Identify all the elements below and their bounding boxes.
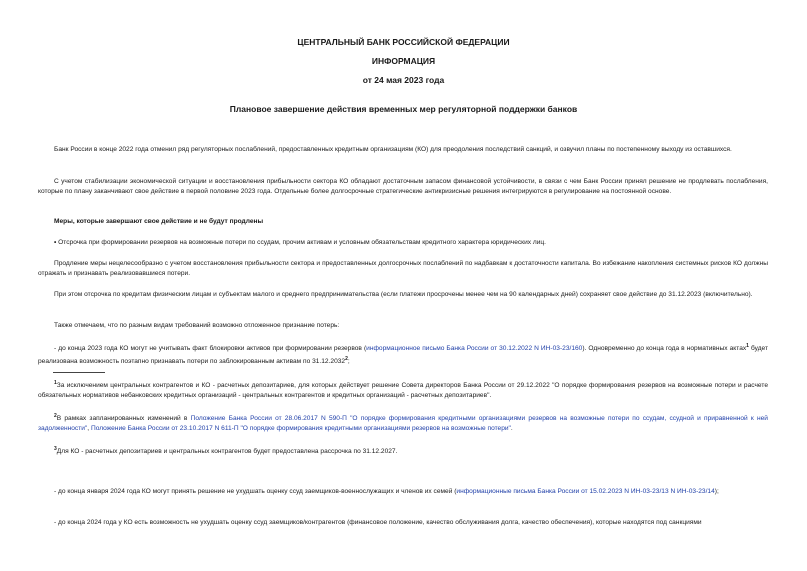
footnote-mark: 2: [54, 413, 57, 419]
footnote-mark: 3: [54, 446, 57, 452]
footnote-1: $^1$За исключением центральных контрагентов и КО - расчетных депозитариев, для которых действует решение Совета директоров Банка России от 29.12.2022 "О порядке формирования резервов на возможные потери и расчете обязательных нормативов небанковских кредитных организаций - центральных контрагентов и кредитных организаций - расчетных депозитариев".: [38, 380, 768, 400]
info-letters-link[interactable]: информационные письма Банка России от 15.02.2023 N ИН-03-23/13 N ИН-03-23/14: [456, 488, 715, 495]
document-type: ИНФОРМАЦИЯ: [371, 56, 436, 66]
bullet-icon: •: [54, 239, 57, 246]
regulation-611p-link[interactable]: Положение Банка России от 23.10.2017 N 611-П "О порядке формирования кредитными организациями резервов на возможные потери": [90, 425, 511, 433]
bullet-text: Отсрочка при формировании резервов на возможные потери по ссудам, прочим активам и условным обязательствам кредитного характера юридических лиц.: [58, 239, 547, 246]
document-title: Плановое завершение действия временных мер регуляторной поддержки банков: [229, 104, 578, 114]
paragraph-deferral: При этом отсрочка по кредитам физическим лицам и субъектам малого и среднего предпринимательства (если платежи просрочены менее чем на 90 календарных дней) сохраняет свое действие до 31.12.2023 (включительно).: [54, 291, 753, 298]
section-heading: Меры, которые завершают свое действие и не будут продлены: [54, 218, 264, 225]
footnote-ref-1[interactable]: 1: [746, 343, 749, 349]
paragraph-prolongation: Продление меры нецелесообразно с учетом восстановления прибыльности сектора и предоставленных долгосрочных послаблений по надбавкам к достаточности капитала. Во избежание накопления системных рисков КО должны отражать и признавать реализовавшиеся потери.: [38, 260, 768, 277]
document-date: от 24 мая 2023 года: [362, 75, 445, 85]
footnote-2: $^2$В рамках запланированных изменений в Положение Банка России от 28.06.2017 N 590-П "О порядке формирования кредитными организациями резервов на возможные потери по ссудам, ссудной и приравненной к ней задолженности", Положение Банка России от 23.10.2017 N 611-П "О порядке формирования кредитными организациями резервов на возможные потери".: [38, 413, 768, 433]
paragraph-intro: Банк России в конце 2022 года отменил ряд регуляторных послаблений, предоставленных кредитным организациям (КО) для преодоления последствий санкций, и озвучил планы по постепенному выходу из оставшихся.: [54, 146, 732, 153]
info-letter-link[interactable]: информационное письмо Банка России от 30.12.2022 N ИН-03-23/160: [366, 345, 583, 353]
list-item-sanctioned-borrowers: - до конца 2024 года у КО есть возможность не ухудшать оценку ссуд заемщиков/контрагентов (финансовое положение, качество обслуживания долга, качество обеспечения), которые находятся под санкциями: [54, 519, 702, 526]
list-item-military-loans: - до конца января 2024 года КО могут принять решение не ухудшать оценку ссуд заемщиков-военнослужащих и членов их семей (информационные письма Банка России от 15.02.2023 N ИН-03-23/13 N ИН-03-23/14);: [54, 488, 719, 495]
paragraph-stabilization: С учетом стабилизации экономической ситуации и восстановления прибыльности сектора КО обладают достаточным запасом финансовой устойчивости, в связи с чем Банк России принял решение не продлевать послабления, которые по плану заканчивают свое действие в первой половине 2023 года. Отдельные более долгосрочные стратегические антикризисные решения интегрируются в регулирование на постоянной основе.: [38, 178, 768, 195]
paragraph-note: Также отмечаем, что по разным видам требований возможно отложенное признание потерь:: [54, 322, 340, 329]
footnote-ref-2[interactable]: 2: [345, 356, 348, 363]
bullet-item: [38, 238, 768, 248]
footnote-3: $^3$Для КО - расчетных депозитариев и центральных контрагентов будет предоставлена рассрочка по 31.12.2027.: [54, 446, 398, 456]
organization-heading: ЦЕНТРАЛЬНЫЙ БАНК РОССИЙСКОЙ ФЕДЕРАЦИИ: [297, 37, 510, 47]
footnote-divider: [53, 372, 105, 373]
regulation-590p-link[interactable]: Положение Банка России от 28.06.2017 N 590-П "О порядке формирования кредитными организациями резервов на возможные потери по ссудам, ссудной и приравненной к ней задолженности": [38, 415, 768, 433]
list-item-blocked-assets: - до конца 2023 года КО могут не учитывать факт блокировки активов при формировании резервов (информационное письмо Банка России от 30.12.2022 N ИН-03-23/160). Одновременно до конца года в нормативных актах$^1$ будет реализована возможность поэтапно признавать потери по заблокированным активам по 31.12.2032$^2$;: [38, 343, 769, 366]
footnote-mark: 1: [54, 380, 57, 386]
